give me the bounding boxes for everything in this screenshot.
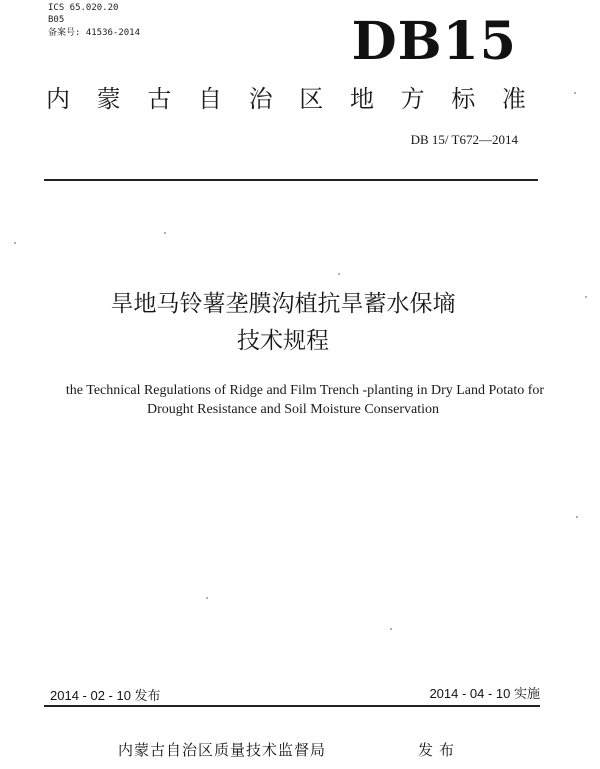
scan-speck bbox=[164, 232, 166, 234]
publisher-name: 内蒙古自治区质量技术监督局 bbox=[118, 741, 327, 759]
category-char: 地 bbox=[349, 85, 374, 113]
standard-number: DB 15/ T672—2014 bbox=[410, 132, 518, 147]
scan-speck bbox=[585, 296, 587, 298]
scan-speck bbox=[338, 273, 340, 275]
publish-label: 发布 bbox=[418, 741, 461, 759]
title-en-line-1: the Technical Regulations of Ridge and Film Trench -planting in Dry Land Potato for bbox=[65, 383, 545, 398]
ccs-code: B05 bbox=[48, 15, 65, 25]
top-divider bbox=[44, 179, 538, 181]
scan-speck bbox=[390, 628, 392, 630]
standard-category bbox=[46, 84, 526, 114]
title-zh-line-1: 旱地马铃薯垄膜沟植抗旱蓄水保墒 bbox=[110, 291, 456, 317]
scan-speck bbox=[206, 597, 208, 599]
category-char: 区 bbox=[299, 85, 324, 113]
db-logo: DB15 bbox=[351, 11, 517, 72]
bottom-divider bbox=[44, 705, 540, 707]
ics-code: ICS 65.020.20 bbox=[48, 3, 119, 13]
category-char: 内 bbox=[46, 85, 70, 113]
issue-date: 2014 - 02 - 10 发布 bbox=[50, 688, 161, 703]
title-zh-line-2: 技术规程 bbox=[237, 328, 329, 354]
category-char: 方 bbox=[400, 85, 425, 113]
category-char: 蒙 bbox=[96, 85, 121, 113]
category-char: 古 bbox=[147, 85, 172, 113]
category-char: 标 bbox=[451, 85, 476, 113]
title-en-line-2: Drought Resistance and Soil Moisture Conservation bbox=[146, 402, 440, 417]
category-char: 治 bbox=[248, 85, 273, 113]
category-char: 自 bbox=[197, 85, 222, 113]
scan-speck bbox=[576, 516, 578, 518]
scan-speck bbox=[574, 92, 576, 94]
category-char: 准 bbox=[501, 85, 526, 113]
scan-speck bbox=[14, 242, 16, 244]
implementation-date: 2014 - 04 - 10 实施 bbox=[429, 686, 540, 701]
filing-number: 备案号: 41536-2014 bbox=[48, 28, 141, 38]
